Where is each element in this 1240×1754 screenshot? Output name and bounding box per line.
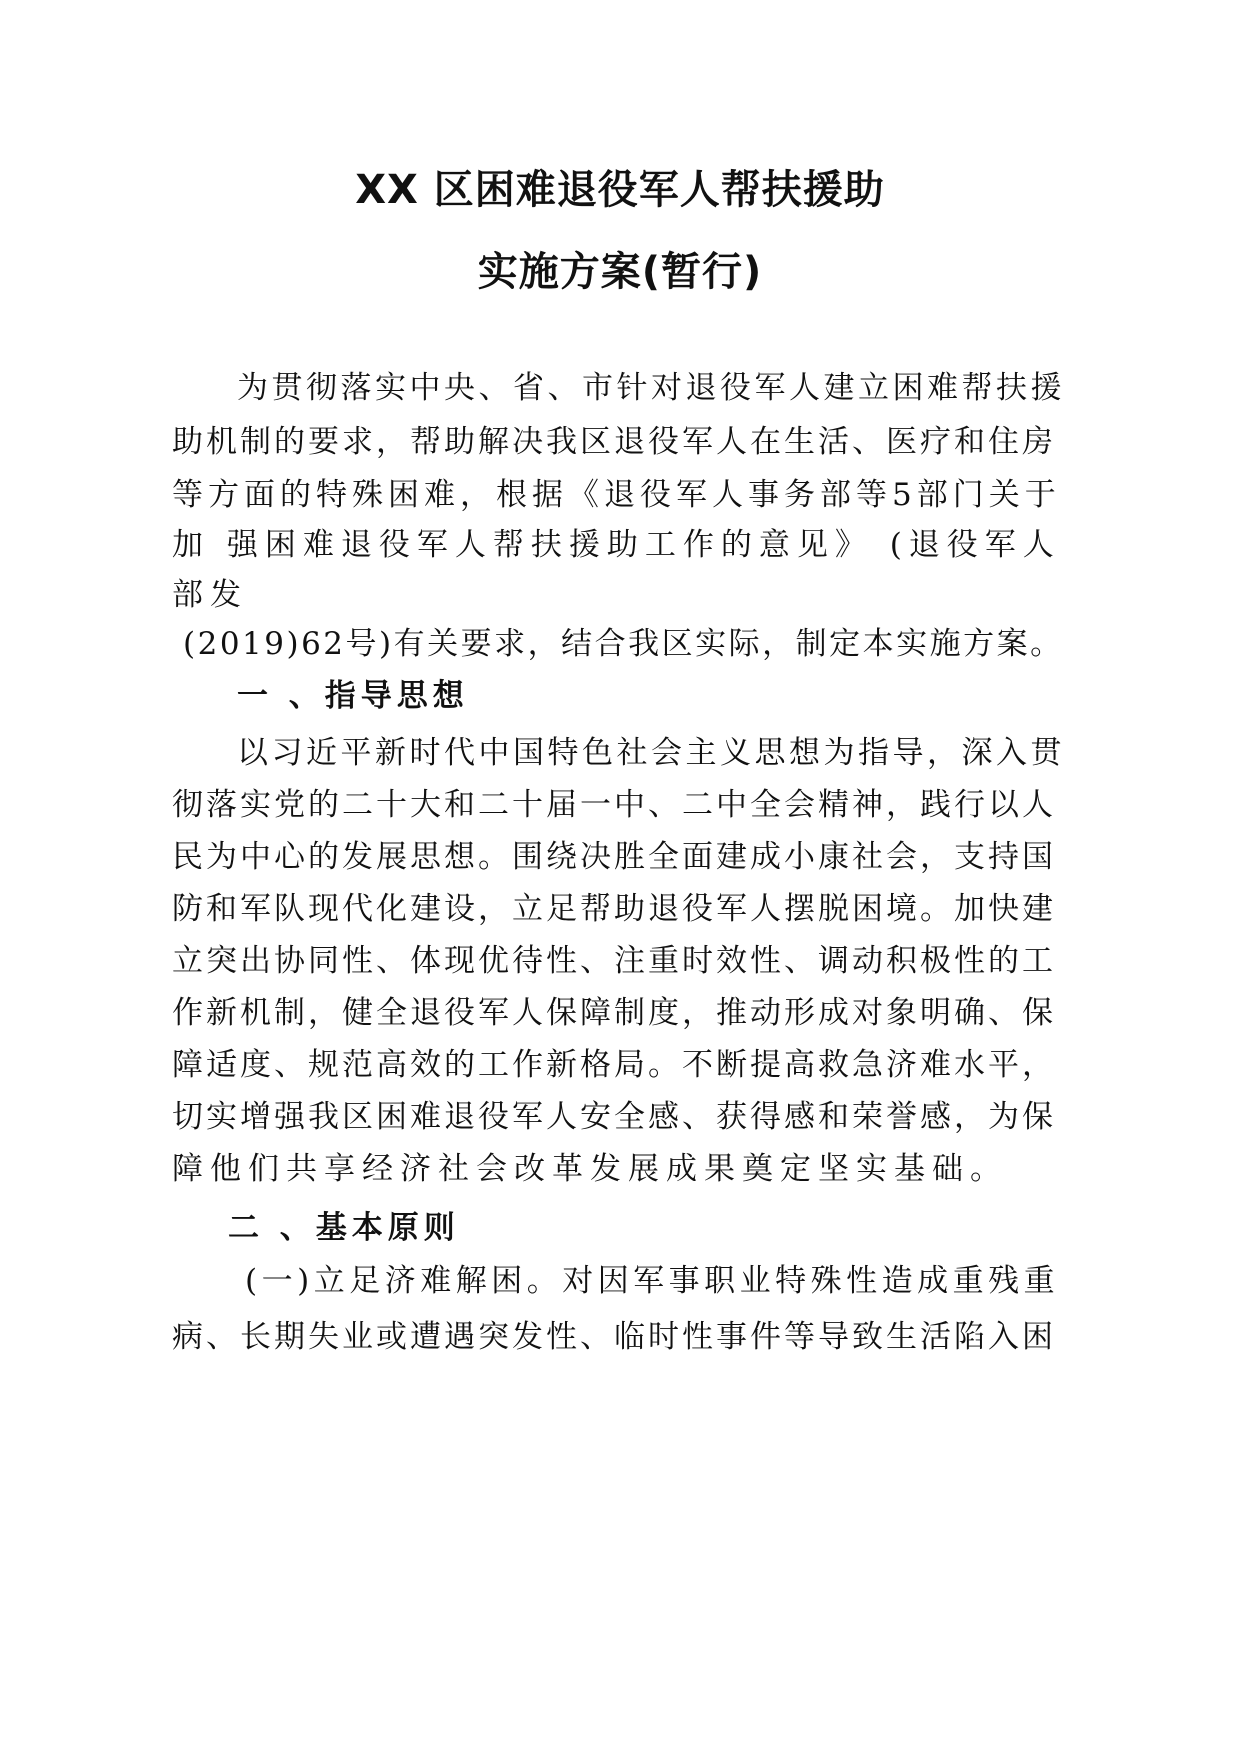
paragraph-line: 切实增强我区困难退役军人安全感、获得感和荣誉感，为保 (172, 1099, 1056, 1135)
section-heading-basic-principles: 二 、基本原则 (228, 1210, 460, 1246)
paragraph-line: 作新机制，健全退役军人保障制度，推动形成对象明确、保 (172, 995, 1056, 1031)
intro-line: 为贯彻落实中央、省、市针对退役军人建立困难帮扶援 (237, 370, 1065, 406)
intro-line: 部发 (172, 577, 248, 613)
intro-line: (2019)62号)有关要求，结合我区实际，制定本实施方案。 (183, 626, 1064, 662)
paragraph-line: (一)立足济难解困。对因军事职业特殊性造成重残重 (245, 1263, 1060, 1299)
paragraph-line: 民为中心的发展思想。围绕决胜全面建成小康社会，支持国 (172, 839, 1056, 875)
intro-line: 等方面的特殊困难，根据《退役军人事务部等5部门关于 (172, 477, 1061, 513)
paragraph-line: 障适度、规范高效的工作新格局。不断提高救急济难水平， (172, 1047, 1056, 1083)
intro-line: 助机制的要求，帮助解决我区退役军人在生活、医疗和住房 (172, 424, 1056, 460)
document-title-line-2: 实施方案(暂行) (477, 249, 763, 295)
section-heading-guiding-thought: 一 、指导思想 (237, 678, 469, 714)
document-title-line-1: XX 区困难退役军人帮扶援助 (355, 167, 885, 213)
paragraph-line: 障他们共享经济社会改革发展成果奠定坚实基础。 (172, 1151, 1008, 1187)
paragraph-line: 以习近平新时代中国特色社会主义思想为指导，深入贯 (237, 735, 1065, 771)
intro-line: 加 强困难退役军人帮扶援助工作的意见》 (退役军人 (172, 527, 1061, 563)
paragraph-line: 防和军队现代化建设，立足帮助退役军人摆脱困境。加快建 (172, 891, 1056, 927)
paragraph-line: 病、长期失业或遭遇突发性、临时性事件等导致生活陷入困 (172, 1319, 1056, 1355)
paragraph-line: 立突出协同性、体现优待性、注重时效性、调动积极性的工 (172, 943, 1056, 979)
paragraph-line: 彻落实党的二十大和二十届一中、二中全会精神，践行以人 (172, 787, 1056, 823)
